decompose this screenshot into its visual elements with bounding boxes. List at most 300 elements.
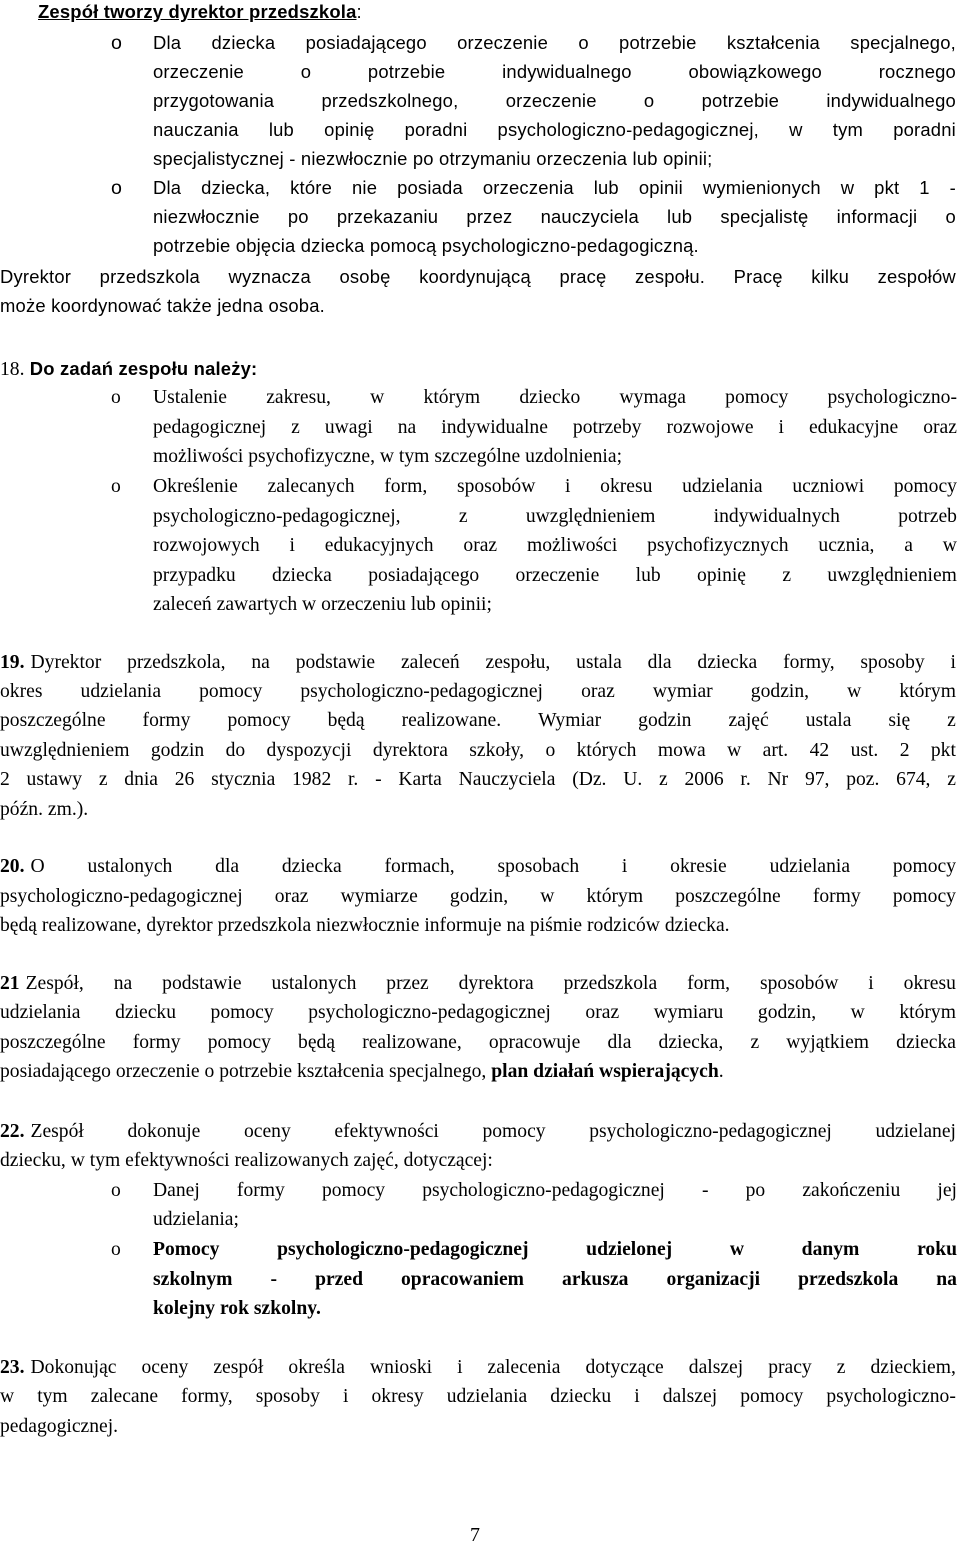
intro-bullet-1-line-3 bbox=[153, 86, 956, 116]
word: pomocy bbox=[207, 1032, 271, 1053]
word: orzeczenie bbox=[505, 90, 597, 111]
word: pomocy bbox=[482, 1121, 546, 1142]
word: obowiązkowego bbox=[688, 61, 822, 82]
word: pomocy bbox=[893, 476, 957, 497]
word: oraz bbox=[923, 417, 957, 438]
word: w bbox=[847, 681, 862, 702]
word: specjalnego, bbox=[850, 32, 956, 53]
word: posiada bbox=[397, 177, 463, 198]
word: okresu bbox=[903, 973, 956, 994]
intro-bullet-1-line-2 bbox=[153, 57, 956, 87]
section-21-line-1-text bbox=[26, 969, 956, 999]
word: którym bbox=[423, 387, 481, 408]
word: psychologiczno-pedagogicznej, bbox=[497, 119, 759, 140]
section-21-line-1 bbox=[0, 969, 956, 999]
word: edukacyjne bbox=[808, 417, 899, 438]
word: godzin bbox=[638, 710, 692, 731]
word: formy bbox=[142, 710, 191, 731]
word: indywidualne bbox=[441, 417, 548, 438]
s22-bullet-2-line-1 bbox=[153, 1235, 957, 1265]
section-22-line-1 bbox=[0, 1117, 956, 1147]
word: zalecanych bbox=[267, 476, 355, 497]
word: z bbox=[98, 769, 108, 790]
section-19-line-6: późn. zm.). bbox=[0, 799, 89, 820]
section-22-line-1-text bbox=[31, 1117, 957, 1147]
word: godzin bbox=[150, 740, 205, 761]
word: pomocy bbox=[892, 886, 956, 907]
word: w bbox=[0, 1386, 15, 1407]
word: 2006 bbox=[684, 769, 724, 790]
word: podstawie bbox=[162, 973, 242, 994]
word: indywidualnego bbox=[502, 61, 632, 82]
word: na bbox=[251, 652, 270, 673]
word: udzielania bbox=[682, 476, 763, 497]
word: pomocy bbox=[892, 856, 956, 877]
intro-bullet-2-line-2 bbox=[153, 202, 956, 232]
word: w bbox=[840, 177, 855, 198]
word: orzeczenie bbox=[515, 565, 600, 586]
word: uwzględnieniem bbox=[0, 740, 130, 761]
word: w bbox=[727, 740, 742, 761]
word: dzieckiem, bbox=[870, 1357, 956, 1378]
word: zakończeniu bbox=[802, 1180, 901, 1201]
section-20-line-3: będą realizowane, dyrektor przedszkola niezwłocznie informuje na piśmie rodziców dziecka. bbox=[0, 915, 730, 936]
word: i bbox=[778, 417, 784, 438]
coordinator-line-1 bbox=[0, 262, 956, 292]
word: r. bbox=[740, 769, 751, 790]
word: godzin, bbox=[449, 886, 509, 907]
plan-name: plan działań wspierających bbox=[491, 1061, 719, 1082]
section-19-line-2 bbox=[0, 677, 956, 707]
word: rozwojowe bbox=[666, 417, 754, 438]
word: z bbox=[291, 417, 300, 438]
word: i bbox=[289, 535, 295, 556]
word: dyspozycji bbox=[266, 740, 352, 761]
word: przedszkolnego, bbox=[321, 90, 459, 111]
word: pomocy bbox=[199, 681, 263, 702]
word: 1982 bbox=[292, 769, 332, 790]
word: sposoby bbox=[255, 1386, 320, 1407]
section-heading bbox=[38, 0, 362, 27]
word: dziecka bbox=[211, 32, 276, 53]
word: dotyczące bbox=[585, 1357, 664, 1378]
section-23-line-3: pedagogicznej. bbox=[0, 1416, 119, 1437]
word: i bbox=[634, 1386, 640, 1407]
word: formy bbox=[236, 1180, 285, 1201]
word: Zespół bbox=[30, 1121, 84, 1142]
bullet-marker: o bbox=[111, 1239, 121, 1260]
word: - bbox=[375, 769, 382, 790]
section-19-line-1-text bbox=[31, 648, 957, 678]
word: specjalistę bbox=[720, 206, 809, 227]
word: edukacyjnych bbox=[324, 535, 434, 556]
word: wyjątkiem bbox=[786, 1032, 870, 1053]
word: Nr bbox=[767, 769, 789, 790]
word: po bbox=[287, 206, 309, 227]
word: w bbox=[540, 886, 555, 907]
s22-bullet-1-line-2: udzielania; bbox=[153, 1209, 239, 1230]
word: oceny bbox=[141, 1357, 189, 1378]
word: oraz bbox=[274, 886, 309, 907]
word: realizowane. bbox=[401, 710, 502, 731]
word: ustala bbox=[576, 652, 622, 673]
word: pomocy bbox=[725, 387, 789, 408]
s18-bullet-1-line-2 bbox=[153, 413, 957, 443]
word: dnia bbox=[124, 769, 158, 790]
word: mowa bbox=[657, 740, 706, 761]
word: podstawie bbox=[295, 652, 376, 673]
word: realizowane, bbox=[362, 1032, 462, 1053]
word: Określenie bbox=[153, 476, 238, 497]
word: dokonuje bbox=[127, 1121, 201, 1142]
word: z bbox=[458, 506, 468, 527]
word: okresie bbox=[670, 856, 727, 877]
word: opracowuje bbox=[488, 1032, 581, 1053]
word: będą bbox=[327, 710, 365, 731]
word: udzielania bbox=[80, 681, 162, 702]
s18-bullet-2-line-2 bbox=[153, 502, 957, 532]
word: Dokonując bbox=[30, 1357, 117, 1378]
word: pracę bbox=[559, 266, 607, 287]
word: psychologiczno- bbox=[826, 1386, 956, 1407]
word: z bbox=[782, 565, 792, 586]
word: kilku bbox=[811, 266, 850, 287]
word: pomocy bbox=[227, 710, 291, 731]
word: udzielania bbox=[0, 1002, 81, 1023]
word: dziecka, bbox=[201, 177, 271, 198]
word: potrzebie bbox=[701, 90, 780, 111]
word: przekazaniu bbox=[336, 206, 439, 227]
word: Danej bbox=[153, 1180, 200, 1201]
section-22-number: 22. bbox=[0, 1121, 25, 1142]
word: opinię bbox=[697, 565, 747, 586]
word: z bbox=[750, 1032, 760, 1053]
word: formy bbox=[812, 886, 861, 907]
word: rozwojowych bbox=[153, 535, 260, 556]
s22-bullet-2-line-2 bbox=[153, 1265, 957, 1295]
word: dla bbox=[607, 1032, 632, 1053]
word: psychologiczno-pedagogicznej bbox=[0, 886, 243, 907]
word: Wymiar bbox=[538, 710, 602, 731]
bullet-marker: o bbox=[111, 387, 121, 408]
word: zespół bbox=[213, 1357, 264, 1378]
word: w bbox=[942, 535, 957, 556]
word: z bbox=[659, 769, 668, 790]
word: sposobach bbox=[497, 856, 580, 877]
word: Pracę bbox=[733, 266, 783, 287]
word: dziecka bbox=[281, 856, 342, 877]
s22-bullet-2-line-3: kolejny rok szkolny. bbox=[153, 1298, 321, 1319]
word: które bbox=[290, 177, 333, 198]
word: godzin, bbox=[757, 1002, 817, 1023]
word: nauczyciela bbox=[540, 206, 639, 227]
word: roku bbox=[917, 1239, 957, 1260]
word: Dyrektor bbox=[0, 266, 72, 287]
word: form, bbox=[384, 476, 428, 497]
word: o bbox=[300, 61, 312, 82]
word: przez bbox=[386, 973, 429, 994]
word: którym bbox=[586, 886, 644, 907]
word: dziecka, bbox=[658, 1032, 724, 1053]
word: 674, bbox=[896, 769, 931, 790]
bullet-marker: o bbox=[111, 1180, 121, 1201]
word: oraz bbox=[581, 681, 615, 702]
s18-bullet-1-line-3: możliwości psychofizyczne, w tym szczególne uzdolnienia; bbox=[153, 446, 623, 467]
word: w bbox=[850, 1002, 865, 1023]
heading-text: Zespół tworzy dyrektor przedszkola bbox=[38, 1, 357, 22]
word: sposobów bbox=[456, 476, 536, 497]
word: uwzględnieniem bbox=[827, 565, 957, 586]
word: stycznia bbox=[211, 769, 276, 790]
word: i bbox=[621, 856, 628, 877]
word: przedszkola bbox=[798, 1269, 899, 1290]
s18-bullet-2-line-3 bbox=[153, 531, 957, 561]
word: pracy bbox=[768, 1357, 812, 1378]
bullet-marker: o bbox=[111, 177, 123, 199]
word: dziecku bbox=[550, 1386, 612, 1407]
word: w bbox=[729, 1239, 744, 1260]
word: udzielania bbox=[769, 856, 851, 877]
word: ustala bbox=[805, 710, 852, 731]
word: zalecenia bbox=[487, 1357, 561, 1378]
word: zespołów bbox=[877, 266, 956, 287]
word: poszczególne bbox=[0, 710, 106, 731]
s18-bullet-2-line-4 bbox=[153, 561, 957, 591]
word: pedagogicznej bbox=[153, 417, 267, 438]
word: arkusza bbox=[562, 1269, 629, 1290]
word: orzeczenia bbox=[482, 177, 574, 198]
word: o bbox=[945, 206, 956, 227]
section-20-line-1 bbox=[0, 852, 956, 882]
word: r. bbox=[347, 769, 359, 790]
word: poszczególne bbox=[675, 886, 781, 907]
word: dalszej bbox=[688, 1357, 744, 1378]
word: o bbox=[545, 740, 556, 761]
word: przypadku bbox=[153, 565, 236, 586]
section-19-line-5 bbox=[0, 765, 956, 795]
word: dziecka bbox=[272, 565, 332, 586]
word: Dyrektor bbox=[30, 652, 102, 673]
word: 97, bbox=[804, 769, 830, 790]
word: tym bbox=[832, 119, 864, 140]
word: potrzebie bbox=[619, 32, 697, 53]
intro-bullet-1-line-5: specjalistycznej - niezwłocznie po otrzymaniu orzeczenia lub opinii; bbox=[153, 148, 713, 169]
word: art. bbox=[762, 740, 789, 761]
word: dyrektora bbox=[458, 973, 534, 994]
word: przedszkola bbox=[563, 973, 658, 994]
word: opinii bbox=[638, 177, 683, 198]
word: informacji bbox=[836, 206, 918, 227]
word: ustalonych bbox=[87, 856, 173, 877]
word: i bbox=[565, 476, 571, 497]
word: osobę bbox=[339, 266, 391, 287]
word: o bbox=[643, 90, 655, 111]
word: w bbox=[370, 387, 385, 408]
section-19-line-1 bbox=[0, 648, 956, 678]
word: pkt bbox=[874, 177, 900, 198]
word: potrzeby bbox=[572, 417, 642, 438]
word: możliwości bbox=[526, 535, 618, 556]
word: szkoły, bbox=[469, 740, 525, 761]
word: 2 bbox=[0, 769, 10, 790]
word: O bbox=[30, 856, 45, 877]
word: (Dz. bbox=[572, 769, 607, 790]
s22-bullet-1-line-1 bbox=[153, 1176, 957, 1206]
word: Nauczyciela bbox=[458, 769, 556, 790]
word: indywidualnego bbox=[826, 90, 956, 111]
word: zakresu, bbox=[266, 387, 331, 408]
word: którym bbox=[899, 681, 956, 702]
word: zajęć bbox=[728, 710, 769, 731]
word: tym bbox=[37, 1386, 68, 1407]
word: form, bbox=[687, 973, 731, 994]
word: szkolnym bbox=[153, 1269, 233, 1290]
word: potrzeb bbox=[898, 506, 957, 527]
word: którym bbox=[899, 1002, 956, 1023]
word: orzeczenie bbox=[457, 32, 549, 53]
word: psychologiczno- bbox=[827, 387, 957, 408]
word: kształcenia bbox=[726, 32, 820, 53]
word: orzeczenie bbox=[153, 61, 244, 82]
word: przedszkola, bbox=[127, 652, 226, 673]
word: ustawy bbox=[26, 769, 83, 790]
word: dziecku bbox=[115, 1002, 176, 1023]
word: przed bbox=[315, 1269, 363, 1290]
word: dziecko bbox=[519, 387, 581, 408]
word: niezwłocznie bbox=[153, 206, 260, 227]
section-19-line-3 bbox=[0, 706, 956, 736]
word: po bbox=[745, 1180, 766, 1201]
heading-colon: : bbox=[356, 1, 362, 22]
word: Dla bbox=[153, 177, 182, 198]
word: zespołu. bbox=[635, 266, 706, 287]
word: psychologiczno-pedagogicznej bbox=[422, 1180, 665, 1201]
word: opinię bbox=[324, 119, 375, 140]
word: 2 bbox=[899, 740, 910, 761]
coordinator-line-2: może koordynować także jedna osoba. bbox=[0, 295, 325, 316]
word: psychologiczno-pedagogicznej bbox=[300, 681, 543, 702]
section-21-line-4 bbox=[0, 1057, 724, 1087]
word: przez bbox=[466, 206, 513, 227]
word: opracowaniem bbox=[401, 1269, 524, 1290]
word: uwzględnieniem bbox=[525, 506, 656, 527]
word: ucznia, bbox=[818, 535, 875, 556]
s18-bullet-1-line-1 bbox=[153, 383, 957, 413]
word: danym bbox=[801, 1239, 860, 1260]
word: ust. bbox=[850, 740, 879, 761]
page-number: 7 bbox=[470, 1524, 480, 1546]
intro-bullet-2-line-3: potrzebie objęcia dziecka pomocą psychologiczno-pedagogiczną. bbox=[153, 235, 699, 256]
word: formy, bbox=[783, 652, 835, 673]
section-21-line-2 bbox=[0, 998, 956, 1028]
word: formach, bbox=[384, 856, 455, 877]
word: wymienionych bbox=[702, 177, 821, 198]
word: Pomocy bbox=[153, 1239, 220, 1260]
word: się bbox=[888, 710, 911, 731]
word: z bbox=[947, 710, 956, 731]
word: wymiar bbox=[652, 681, 713, 702]
section-20-line-2 bbox=[0, 882, 956, 912]
word: ustalonych bbox=[271, 973, 357, 994]
word: Zespół, bbox=[25, 973, 84, 994]
word: zaleceń bbox=[400, 652, 460, 673]
word: dyrektora bbox=[372, 740, 448, 761]
word: poradni bbox=[404, 119, 468, 140]
word: przygotowania bbox=[153, 90, 275, 111]
word: których bbox=[576, 740, 637, 761]
word: zespołu, bbox=[485, 652, 551, 673]
word: poszczególne bbox=[0, 1032, 106, 1053]
word: okres bbox=[0, 681, 43, 702]
word: przedszkola bbox=[99, 266, 200, 287]
word: na bbox=[936, 1269, 957, 1290]
word: a bbox=[904, 535, 913, 556]
section-23-line-2 bbox=[0, 1382, 956, 1412]
word: pkt bbox=[930, 740, 956, 761]
s18-bullet-2-line-5: zaleceń zawartych w orzeczeniu lub opinii; bbox=[153, 594, 492, 615]
word: okresu bbox=[600, 476, 653, 497]
word: wymaga bbox=[619, 387, 686, 408]
word: nie bbox=[351, 177, 378, 198]
word: z bbox=[947, 769, 956, 790]
word: o bbox=[578, 32, 589, 53]
word: pomocy bbox=[210, 1002, 274, 1023]
word: na bbox=[113, 973, 133, 994]
word: i bbox=[950, 652, 956, 673]
word: 42 bbox=[809, 740, 830, 761]
word: posiadającego bbox=[305, 32, 427, 53]
word: na bbox=[397, 417, 417, 438]
word: wnioski bbox=[370, 1357, 433, 1378]
word: poz. bbox=[846, 769, 880, 790]
word: potrzebie bbox=[367, 61, 446, 82]
word: oceny bbox=[243, 1121, 291, 1142]
word: lub bbox=[593, 177, 619, 198]
section-20-number: 20. bbox=[0, 856, 25, 877]
word: do bbox=[225, 740, 246, 761]
word: oraz bbox=[463, 535, 498, 556]
word: dla bbox=[215, 856, 240, 877]
section-20-line-1-text bbox=[31, 852, 957, 882]
word: U. bbox=[623, 769, 643, 790]
section-18-number: 18 bbox=[0, 359, 20, 380]
word: z bbox=[836, 1357, 846, 1378]
word: lub bbox=[635, 565, 661, 586]
section-19-line-4 bbox=[0, 736, 956, 766]
word: dziecka bbox=[697, 652, 758, 673]
section-18-heading: Do zadań zespołu należy: bbox=[24, 358, 258, 379]
word: poradni bbox=[893, 119, 956, 140]
word: okresy bbox=[371, 1386, 424, 1407]
word: oraz bbox=[585, 1002, 620, 1023]
section-21-line-4-text: posiadającego orzeczenie o potrzebie kształcenia specjalnego, bbox=[0, 1061, 492, 1082]
intro-bullet-2-line-1 bbox=[153, 173, 956, 203]
bullet-marker: o bbox=[111, 476, 121, 497]
word: psychologiczno-pedagogicznej, bbox=[153, 506, 401, 527]
word: uwagi bbox=[324, 417, 373, 438]
word: Karta bbox=[398, 769, 442, 790]
word: wyznacza bbox=[228, 266, 311, 287]
section-21-line-3 bbox=[0, 1028, 956, 1058]
bullet-marker: o bbox=[111, 32, 123, 54]
word: formy, bbox=[181, 1386, 233, 1407]
word: dziecka bbox=[896, 1032, 956, 1053]
word: dalszej bbox=[662, 1386, 718, 1407]
word: udzielania bbox=[446, 1386, 528, 1407]
word: i bbox=[868, 973, 874, 994]
word: rocznego bbox=[878, 61, 956, 82]
word: koordynującą bbox=[419, 266, 531, 287]
